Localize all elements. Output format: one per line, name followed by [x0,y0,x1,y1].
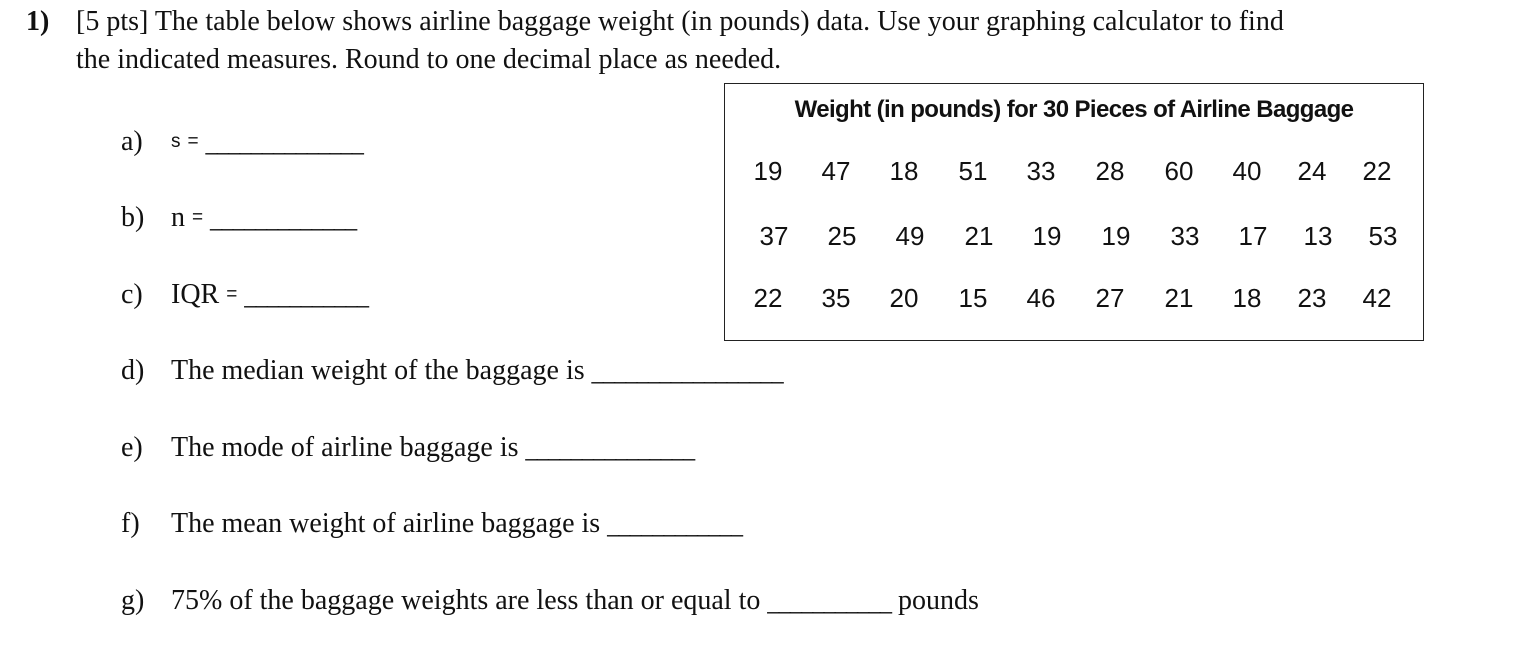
part-b-prompt [171,202,356,234]
part-f-answer-blank[interactable]: ____________ [607,512,743,537]
table-cell: 22 [753,283,783,313]
table-cell: 51 [958,156,988,186]
question-number: 1) [26,6,50,37]
table-cell: 21 [1164,283,1194,313]
part-g-letter: g) [121,585,145,616]
table-title: Weight (in pounds) for 30 Pieces of Airline Baggage [794,96,1354,123]
table-cell: 24 [1297,156,1327,186]
table-cell: 19 [1032,221,1062,251]
table-cell: 42 [1362,283,1392,313]
question-prompt-line-2: the indicated measures. Round to one decimal place as needed. [76,44,782,75]
part-a-letter: a) [121,126,143,157]
part-c-letter: c) [121,279,143,310]
part-e-letter: e) [121,432,143,463]
part-d-prompt [171,355,783,387]
part-g-prompt [171,585,979,617]
part-a-equals: = [187,131,199,152]
table-cell: 23 [1297,283,1327,313]
part-d-answer-blank[interactable]: _________________ [591,359,783,384]
part-f-letter: f) [121,508,140,539]
table-cell: 19 [753,156,783,186]
part-f-prompt [171,508,742,540]
part-c-equals: = [226,284,238,305]
part-c-prompt [171,279,368,311]
table-cell: 37 [759,221,789,251]
part-a-label: s [171,131,181,152]
table-cell: 18 [889,156,919,186]
table-cell: 27 [1095,283,1125,313]
table-cell: 49 [895,221,925,251]
table-cell: 20 [889,283,919,313]
part-c-label: IQR [171,279,220,310]
part-d-letter: d) [121,355,145,386]
part-b-answer-blank[interactable]: _____________ [210,206,357,231]
question-prompt-line-1: [5 pts] The table below shows airline baggage weight (in pounds) data. Use your graphing calculator to find [76,6,1284,37]
table-cell: 13 [1303,221,1333,251]
part-g-unit: pounds [897,585,979,616]
part-d-text: The median weight of the baggage is [171,355,585,386]
table-cell: 35 [821,283,851,313]
part-e-text: The mode of airline baggage is [171,432,519,463]
part-e-prompt [171,432,694,464]
part-c-answer-blank[interactable]: ___________ [244,283,368,308]
table-cell: 53 [1368,221,1398,251]
part-g-text: 75% of the baggage weights are less than or equal to [171,585,761,616]
table-cell: 25 [827,221,857,251]
table-cell: 47 [821,156,851,186]
table-cell: 18 [1232,283,1262,313]
table-cell: 15 [958,283,988,313]
part-b-equals: = [192,207,204,228]
table-cell: 19 [1101,221,1131,251]
table-cell: 40 [1232,156,1262,186]
part-e-answer-blank[interactable]: _______________ [525,436,695,461]
part-b-label: n [171,202,185,233]
part-b-letter: b) [121,202,145,233]
table-cell: 28 [1095,156,1125,186]
table-cell: 33 [1026,156,1056,186]
table-cell: 21 [964,221,994,251]
part-a-prompt [171,126,363,158]
part-g-answer-blank[interactable]: ___________ [767,589,891,614]
table-cell: 33 [1170,221,1200,251]
part-f-text: The mean weight of airline baggage is [171,508,601,539]
table-cell: 17 [1238,221,1268,251]
table-cell: 60 [1164,156,1194,186]
part-a-answer-blank[interactable]: ______________ [205,130,363,155]
table-cell: 22 [1362,156,1392,186]
baggage-weight-table [724,83,1424,341]
table-cell: 46 [1026,283,1056,313]
